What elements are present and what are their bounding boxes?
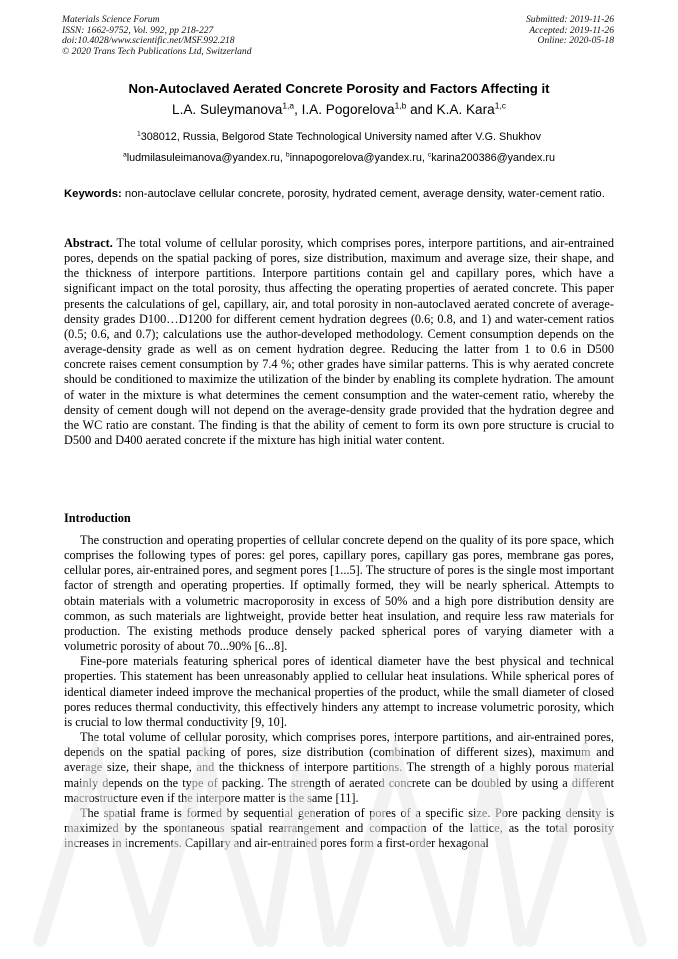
paragraph: The spatial frame is formed by sequential generation of pores of a specific size. Pore packing density is maximized by the spontaneous spatial rearrangement and compaction of the lattice, as the total porosity increases in increments. Capillary and air-entrained pores form a first-order hexagonal [64,805,614,851]
author-separator: and [406,102,437,117]
introduction-body [64,533,614,851]
author-superscript: 1,a [282,100,295,111]
paragraph: The construction and operating properties of cellular concrete depend on the quality of its pore space, which comprises the following types of pores: gel pores, capillary pores, capillary gas pores, membrane gas pores, cellular pores, air-entrained pores, and segment pores [1...5]. The structure of pores is the single most important factor of strength and operating properties. If optimally formed, they will be nearly spherical. Attempts to obtain materials with a volumetric macroporosity in excess of 50% and a high pore distribution density are common, as such materials are lightweight, provide better heat insulation, and require less raw materials for production. The existing methods produce densely packed spherical pores of varying diameter with a volumetric porosity of about 70...90% [6...8]. [64,533,614,654]
author-superscript: 1,b [394,100,407,111]
affiliation-superscript: 1 [136,130,141,138]
author-list [30,102,648,117]
affiliation-text: 308012, Russia, Belgorod State Technological University named after V.G. Shukhov [140,131,542,143]
copyright-line: © 2020 Trans Tech Publications Ltd, Switzerland [62,45,252,57]
online-date: Online: 2020-05-18 [537,35,614,47]
journal-info [62,15,252,57]
email-superscript: c [427,151,432,159]
email-superscript: b [285,151,290,159]
abstract-text: The total volume of cellular porosity, which comprises pores, interpore partitions, and air-entrained pores, depends on the spatial packing of pores, size distribution, maximum and average size, their shape, and the thickness of interpore partitions. Interpore partitions contain gel and capillary pores, which have a significant impact on the total porosity, thus affecting the operating properties of aerated concrete. This paper presents the calculations of gel, capillary, air, and total porosity in non-autoclaved aerated concrete of average-density grades D100…D1200 for different cement hydration degrees (0.6; 0.8, and 1) and water-cement ratios (0.5; 0.6, and 0.7); calculations use the author-developed methodology. Cement consumption depends on the average-density grade as well as on cement hydration degree. Reducing the latter from 1 to 0.6 in D500 concrete raises cement consumption by 7.4 %; other grades have similar patterns. This is why aerated concrete should be conditioned to maximize the utilization of the binder by enabling its complete hydration. The amount of water in the mixture is what determines the cement consumption and the water-cement ratio, whereby the density of cement dough will not depend on the average-density grade provided that the hydration degree and the WC ratio are constant. The finding is that the ability of cement to form its own pore structure is crucial to D500 and D400 aerated concrete if the mixture has high initial water content. [64,236,614,448]
paragraph: Fine-pore materials featuring spherical pores of identical diameter have the best physical and technical properties. This statement has been unreasonably applied to cellular heat insulations. While spherical pores of identical diameter indeed improve the mechanical properties of the product, while the small diameter of closed pores reduces thermal conductivity, this effectively hinders any attempt to increase volumetric porosity, which is crucial to low thermal conductivity [9, 10]. [64,654,614,729]
keywords-text: non-autoclave cellular concrete, porosity, hydrated cement, average density, water-cement ratio. [124,188,605,200]
submission-dates [526,15,614,47]
email-superscript: a [122,151,127,159]
email-address: innapogorelova@yandex.ru, [289,152,428,164]
issn-line: ISSN: 1662-9752, Vol. 992, pp 218-227 [62,24,214,36]
accepted-date: Accepted: 2019-11-26 [529,24,614,36]
journal-name: Materials Science Forum [62,14,160,25]
author-name: L.A. Suleymanova [172,102,283,117]
author-separator: , [294,102,302,117]
email-address: ludmilasuleimanova@yandex.ru, [126,152,286,164]
author-superscript: 1,c [494,100,506,111]
paragraph: The total volume of cellular porosity, which comprises pores, interpore partitions, and air-entrained pores, depends on the spatial packing of pores, size distribution (combination of different sizes), maximum and average size, their shape, and the thickness of interpore partitions. The strength of a highly porous material mainly depends on the type of packing. The strength of aerated concrete can be doubled by using a different macrostructure even if the interpore matter is the same [11]. [64,730,614,805]
keywords-label: Keywords: [64,188,122,200]
keywords [64,187,614,202]
author-name: I.A. Pogorelova [301,102,395,117]
abstract-label: Abstract. [64,236,113,250]
abstract [64,236,614,448]
author-name: K.A. Kara [436,102,495,117]
doi-line: doi:10.4028/www.scientific.net/MSF.992.218 [62,35,235,47]
affiliation [40,131,638,143]
paper-title: Non-Autoclaved Aerated Concrete Porosity and Factors Affecting it [128,81,550,96]
submitted-date: Submitted: 2019-11-26 [525,14,614,25]
section-heading: Introduction [64,511,131,525]
email-address: karina200386@yandex.ru [431,152,556,164]
email-list [30,152,648,164]
